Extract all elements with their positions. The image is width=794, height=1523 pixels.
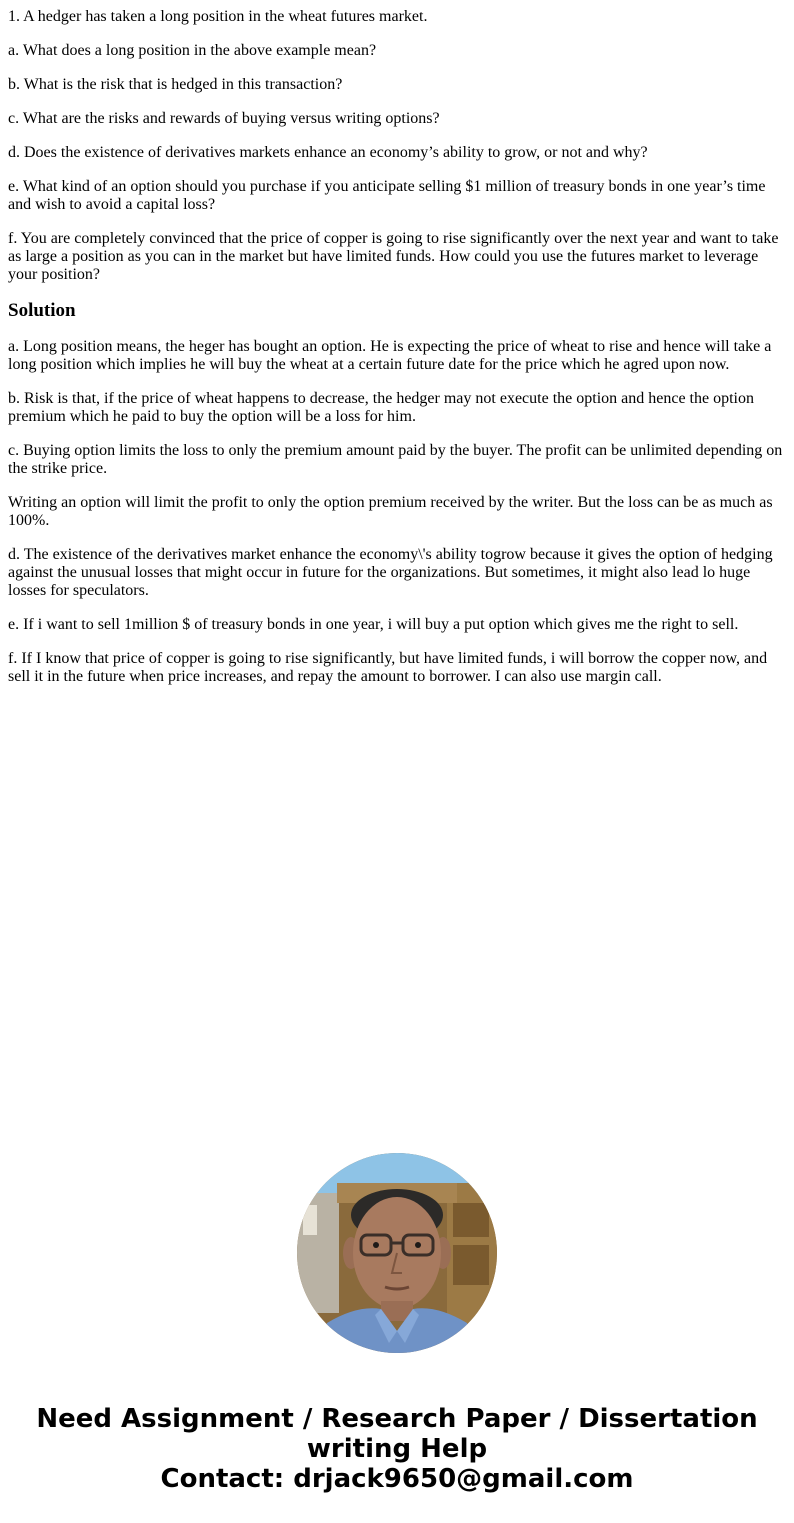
question-e: e. What kind of an option should you purchase if you anticipate selling $1 million of treasury bonds in one year’s time and wish to avoid a capital loss? xyxy=(8,178,766,213)
answer-c: c. Buying option limits the loss to only the premium amount paid by the buyer. The profit can be unlimited depending on the strike price. xyxy=(8,442,783,477)
promo-contact-email[interactable]: Contact: drjack9650@gmail.com xyxy=(160,1464,634,1494)
solution-heading: Solution xyxy=(8,300,76,321)
answer-d: d. The existence of the derivatives market enhance the economy\'s ability togrow because it gives the option of hedging against the unusual losses that might occur in future for the organizations. But sometimes, it might also lead lo huge losses for speculators. xyxy=(8,546,773,599)
answer-f: f. If I know that price of copper is going to rise significantly, but have limited funds, i will borrow the copper now, and sell it in the future when price increases, and repay the amount to borrower. I can also use margin call. xyxy=(8,650,768,685)
answer-b: b. Risk is that, if the price of wheat happens to decrease, the hedger may not execute the option and hence the option premium which he paid to buy the option will be a loss for him. xyxy=(8,390,754,425)
promo-line-1: Need Assignment / Research Paper / Dissertation xyxy=(36,1404,758,1434)
question-f: f. You are completely convinced that the price of copper is going to rise significantly over the next year and want to take as large a position as you can in the market but have limited funds. How could you use the futures market to leverage your position? xyxy=(8,230,779,283)
promo-line-2: writing Help xyxy=(306,1434,488,1464)
answer-e: e. If i want to sell 1million $ of treasury bonds in one year, i will buy a put option which gives me the right to sell. xyxy=(8,616,739,633)
question-intro: 1. A hedger has taken a long position in the wheat futures market. xyxy=(8,8,428,25)
question-a: a. What does a long position in the above example mean? xyxy=(8,42,377,59)
question-b: b. What is the risk that is hedged in this transaction? xyxy=(8,76,343,93)
answer-c-writing: Writing an option will limit the profit to only the option premium received by the writer. But the loss can be as much as 100%. xyxy=(8,494,773,529)
question-c: c. What are the risks and rewards of buying versus writing options? xyxy=(8,110,440,127)
avatar xyxy=(297,1153,497,1353)
avatar-portrait-icon xyxy=(297,1153,497,1353)
contact-banner xyxy=(0,1404,794,1494)
answer-a: a. Long position means, the heger has bought an option. He is expecting the price of wheat to rise and hence will take a long position which implies he will buy the wheat at a certain future date for the price which he agred upon now. xyxy=(8,338,772,373)
question-d: d. Does the existence of derivatives markets enhance an economy’s ability to grow, or not and why? xyxy=(8,144,648,161)
document-content xyxy=(8,8,786,702)
